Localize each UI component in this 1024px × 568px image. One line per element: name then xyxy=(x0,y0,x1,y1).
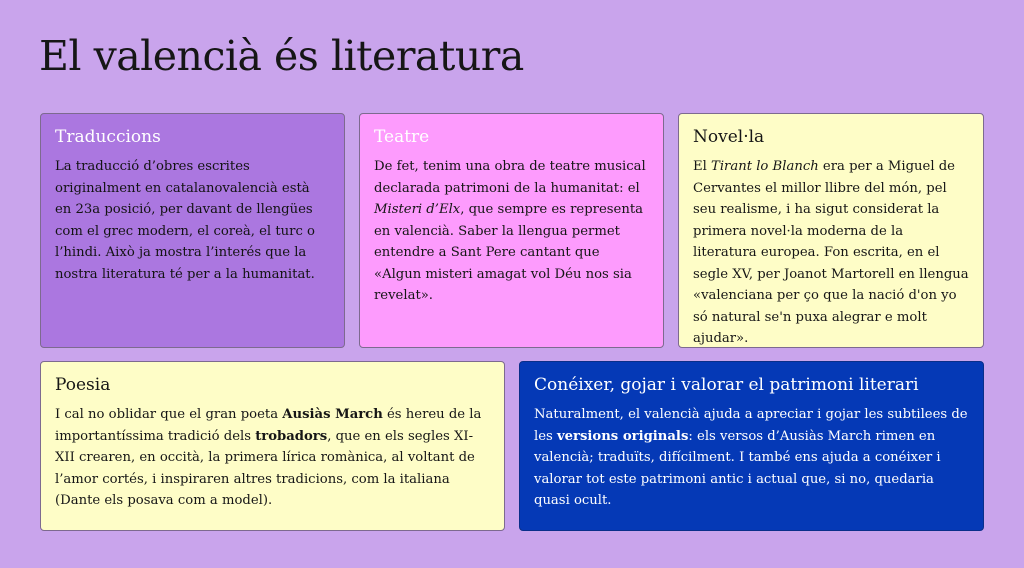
versions-originals-highlight: versions originals xyxy=(556,428,689,444)
card-text-coneixer xyxy=(534,404,969,512)
card-text-teatre xyxy=(374,156,649,307)
card-traduccions xyxy=(40,113,345,348)
card-text-teatre-part-1: De fet, tenim una obra de teatre musical declarada patrimoni de la humanitat: el xyxy=(374,159,646,196)
card-text-poesia-part-3: , que en els segles XI-XII crearen, en occità, la primera lírica romànica, al voltant de l’amor cortés, i inspiraren altres tradicions, com la italiana (Dante els posava com a model). xyxy=(55,428,475,508)
card-text-novela-part-2: era per a Miguel de Cervantes el millor llibre del món, pel seu realisme, i ha sigut considerat la primera novel·la moderna de la literatura europea. Fon escrita, en el segle XV, per Joanot Martorell en llengua «valenciana per ço que la nació d'on yo só natural se'n puxa alegrar e molt ajudar». xyxy=(693,159,969,346)
tirant-lo-blanch-title: Tirant lo Blanch xyxy=(711,159,819,174)
card-title-novela: Novel·la xyxy=(693,127,765,147)
card-text-novela xyxy=(693,156,969,350)
card-text-teatre-part-2: , que sempre es representa en valencià. Saber la llengua permet entendre a Sant Pere cantant que «Algun misteri amagat vol Déu nos sia revelat». xyxy=(374,202,644,303)
card-text-coneixer-part-1: Naturalment, el valencià ajuda a apreciar i gojar les subtilees de les xyxy=(534,407,968,444)
ausias-march-highlight: Ausiàs March xyxy=(282,407,383,422)
card-text-novela-part-1: El xyxy=(693,159,712,174)
page-title: El valencià és literatura xyxy=(39,32,524,80)
card-text-poesia-part-2: és hereu de la importantíssima tradició dels xyxy=(55,407,482,444)
card-title-poesia: Poesia xyxy=(55,375,111,395)
card-coneixer xyxy=(519,361,984,531)
card-text-poesia-part-1: I cal no oblidar que el gran poeta xyxy=(55,407,283,422)
misteri-elx-title: Misteri d’Elx xyxy=(374,202,461,217)
card-title-coneixer: Conéixer, gojar i valorar el patrimoni literari xyxy=(534,375,919,395)
card-novela xyxy=(678,113,984,348)
trobadors-highlight: trobadors xyxy=(255,428,328,444)
card-text-coneixer-part-2: : els versos d’Ausiàs March rimen en valencià; traduïts, difícilment. I també ens ajuda a conéixer i valorar tot este patrimoni antic i actual que, si no, quedaria quasi ocult. xyxy=(534,428,941,508)
card-teatre xyxy=(359,113,664,348)
card-poesia xyxy=(40,361,505,531)
card-title-teatre: Teatre xyxy=(374,127,430,147)
card-text-traduccions: La traducció d’obres escrites originalment en catalanovalencià està en 23a posició, per davant de llengües com el grec modern, el coreà, el turc o l’hindi. Això ja mostra l’interés que la nostra literatura té per a la humanitat. xyxy=(55,159,315,282)
card-title-traduccions: Traduccions xyxy=(55,127,161,147)
card-text-poesia xyxy=(55,404,490,512)
